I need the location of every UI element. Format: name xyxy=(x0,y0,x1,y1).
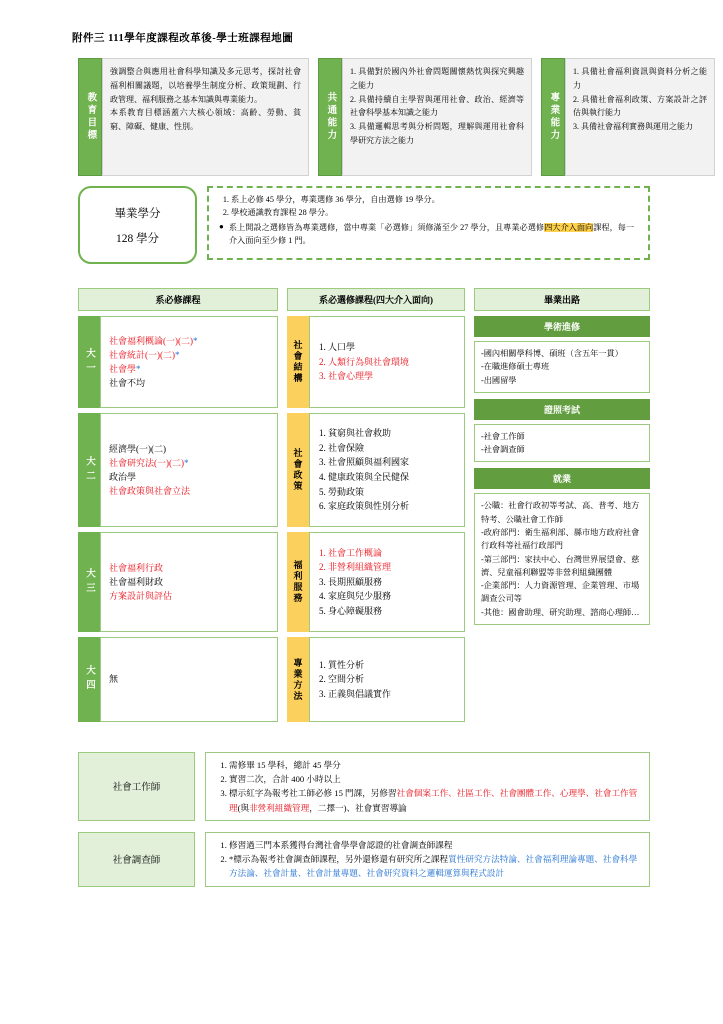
license-requirement-text: 實習二次，合計 400 小時以上 xyxy=(229,774,341,785)
graduation-credits-row xyxy=(78,186,650,266)
license-requirement-text: 社會個案工作、社區工作、社會團體工作、心理學、社會工作管理 xyxy=(229,788,638,813)
license-requirement-item xyxy=(229,758,641,772)
required-course-item xyxy=(109,376,269,390)
domain-courses-4 xyxy=(309,637,465,722)
course-label: 無 xyxy=(109,674,119,685)
elective-course-item: 6. 家庭政策與性別分析 xyxy=(319,501,410,512)
required-course-item xyxy=(109,561,269,575)
career-body-license xyxy=(474,424,650,463)
career-path-item: -國內相關學科博、碩班（含五年一貫） xyxy=(481,349,623,358)
required-course-item xyxy=(109,442,269,456)
header-elective-courses: 系必選修課程(四大介入面向) xyxy=(287,288,465,311)
year-courses-2 xyxy=(100,413,278,527)
course-label: 社會不均 xyxy=(109,378,146,389)
graduation-credit-value: 128 學分 xyxy=(115,232,160,245)
education-goal-paragraph-1: 強調整合與應用社會科學知識及多元思考，探討社會福利相關議題，以培養學生制度分析、政策規劃、行政管理、福利服務之基本知識與專業能力。 xyxy=(110,67,301,104)
course-label: 社會研究法(一)(二) xyxy=(109,457,184,468)
goals-row xyxy=(78,58,707,176)
elective-course-item: 2. 人類行為與社會環境 xyxy=(319,356,410,367)
license-requirement-text: 修習過三門本系獲得台灣社會學學會認證的社會調查師課程 xyxy=(229,840,453,850)
common-ability-item-3: 3. 具備邏輯思考與分析問題，理解與運用社會科學研究方法之能力 xyxy=(350,122,524,145)
grid-body xyxy=(78,316,650,727)
career-head-employment: 就業 xyxy=(474,468,650,489)
career-path-item: -其他：國會助理、研究助理、諮商心理師… xyxy=(481,607,640,617)
curriculum-grid xyxy=(78,288,650,727)
required-course-item xyxy=(109,484,269,498)
required-course-item xyxy=(109,470,269,484)
elective-courses-column xyxy=(287,316,465,727)
common-ability-item-2: 2. 具備持續自主學習與運用社會、政治、經濟等社會科學基本知識之能力 xyxy=(350,94,524,118)
required-course-item xyxy=(109,575,269,589)
grid-header-row xyxy=(78,288,650,311)
common-ability-body xyxy=(342,58,532,176)
elective-course-item: 2. 非營利組織管理 xyxy=(319,562,392,573)
credit-bullet-prefix: 系上開設之選修皆為專業選修，當中專業「必選修」須修滿至少 27 學分，且專業必選修 xyxy=(228,222,545,232)
license-tab-survey-researcher: 社會調查師 xyxy=(78,832,195,887)
license-requirement-text: *標示為報考社會調查師課程，另外還修還有研究所之課程 xyxy=(229,854,449,865)
license-requirement-text: ，二擇一)、社會實習導論 xyxy=(309,802,407,813)
professional-ability-item-1: 1. 具備社會福利資訊與資料分析之能力 xyxy=(573,67,707,90)
year-courses-1 xyxy=(100,316,278,408)
course-label: 方案設計與評估 xyxy=(109,591,173,602)
year-tab-2: 大二 xyxy=(78,413,100,527)
career-path-item: -政府部門：衛生福利部、縣市地方政府社會行政科等社福行政部門 xyxy=(481,527,640,551)
education-goal-paragraph-2: 本系教育目標涵蓋六大核心領域：高齡、勞動、貧窮、障礙、健康、性別。 xyxy=(110,108,301,131)
professional-ability-tab: 專業能力 xyxy=(541,58,565,176)
license-body-survey-researcher xyxy=(205,832,650,887)
career-head-license: 證照考試 xyxy=(474,399,650,420)
common-ability-item-1: 1. 具備對於國內外社會問題關懷熱忱與探究興趣之能力 xyxy=(350,67,524,90)
year-block-2 xyxy=(78,413,278,527)
elective-course-item: 3. 長期照顧服務 xyxy=(319,576,383,587)
professional-ability-item-3: 3. 具備社會福利實務與運用之能力 xyxy=(573,122,693,131)
elective-course-item: 1. 貧窮與社會救助 xyxy=(319,428,392,439)
elective-course-item: 4. 家庭與兒少服務 xyxy=(319,591,392,602)
required-course-item xyxy=(109,348,269,362)
license-requirement-item xyxy=(229,852,641,880)
domain-tab-4: 專業方法 xyxy=(287,637,309,722)
license-requirement-item xyxy=(229,786,641,814)
course-label: 經濟學(一)(二) xyxy=(109,443,166,454)
education-goal-body xyxy=(102,58,309,176)
domain-courses-3 xyxy=(309,532,465,632)
course-label: 社會政策與社會立法 xyxy=(109,486,191,497)
license-tab-social-worker: 社會工作師 xyxy=(78,752,195,821)
required-course-item xyxy=(109,672,269,686)
header-career-paths: 畢業出路 xyxy=(474,288,650,311)
license-requirement-text: 標示紅字為報考社工師必修 15 門課，另修習 xyxy=(229,788,397,799)
course-label: 社會學 xyxy=(109,364,137,374)
career-body-academic xyxy=(474,341,650,393)
elective-course-item: 2. 空間分析 xyxy=(319,674,365,685)
credit-bullet-highlight: 四大介入面向 xyxy=(544,222,594,232)
license-requirement-item xyxy=(229,772,641,786)
career-paths-column xyxy=(474,316,650,631)
professional-ability-body xyxy=(565,58,715,176)
career-path-item: -出國留學 xyxy=(481,375,517,385)
elective-course-item: 1. 人口學 xyxy=(319,342,356,353)
credit-bullet-suffix: 課程，每一介入面向至少修 1 門。 xyxy=(228,222,635,245)
domain-block-4 xyxy=(287,637,465,722)
domain-courses-2 xyxy=(309,413,465,527)
required-course-item xyxy=(109,362,269,376)
professional-ability-item-2: 2. 具備社會福利政策、方案設計之評估與執行能力 xyxy=(573,94,707,118)
elective-course-item: 3. 社會照顧與福利國家 xyxy=(319,457,410,468)
career-path-item: -社會調查師 xyxy=(481,445,525,455)
year-block-1 xyxy=(78,316,278,408)
career-path-item: -社會工作師 xyxy=(481,431,525,441)
credit-bullet-note xyxy=(217,221,640,248)
survey-license-star-icon: * xyxy=(184,457,189,468)
year-tab-3: 大三 xyxy=(78,532,100,632)
career-head-academic: 學術進修 xyxy=(474,316,650,337)
elective-course-item: 5. 勞動政策 xyxy=(319,486,365,497)
career-path-item: -公職：社會行政初等考試、高、普考、地方特考、公職社會工作師 xyxy=(481,501,640,524)
domain-block-1 xyxy=(287,316,465,408)
elective-course-item: 2. 社會保險 xyxy=(319,442,365,453)
graduation-credit-badge xyxy=(78,186,197,264)
career-path-item: -企業部門：人力資源管理、企業管理、市場調查公司等 xyxy=(481,581,640,604)
common-ability-tab: 共通能力 xyxy=(318,58,342,176)
credit-note-1: 1. 系上必修 45 學分，專業選修 36 學分，自由選修 19 學分。 xyxy=(231,193,640,206)
domain-tab-2: 社會政策 xyxy=(287,413,309,527)
license-requirement-text: 需修畢 15 學科，總計 45 學分 xyxy=(229,760,341,770)
course-label: 社會福利概論(一)(二) xyxy=(109,335,193,346)
career-path-item: -在職進修碩士專班 xyxy=(481,362,550,372)
year-tab-1: 大一 xyxy=(78,316,100,408)
bullet-dot-icon: ● xyxy=(219,221,224,231)
professional-ability-panel xyxy=(541,58,715,176)
survey-license-star-icon: * xyxy=(175,349,180,360)
credit-bullet-text xyxy=(229,221,640,248)
license-requirement-text: 非營利組織管理 xyxy=(249,802,310,813)
elective-course-item: 5. 身心障礙服務 xyxy=(319,605,383,616)
domain-tab-3: 福利服務 xyxy=(287,532,309,632)
course-label: 政治學 xyxy=(109,472,137,482)
header-required-courses: 系必修課程 xyxy=(78,288,278,311)
education-goal-tab: 教育目標 xyxy=(78,58,102,176)
elective-course-item: 1. 質性分析 xyxy=(319,659,365,670)
course-label: 社會福利財政 xyxy=(109,576,164,587)
document-title: 附件三 111學年度課程改革後-學士班課程地圖 xyxy=(72,33,294,44)
domain-tab-1: 社會結構 xyxy=(287,316,309,408)
license-requirement-item xyxy=(229,838,641,852)
year-block-4 xyxy=(78,637,278,722)
license-requirement-text: 質性研究方法特論、社會福利理論專題、社會科學方法論、社會計量、社會計量專題、社會研究資料之邏輯運算與程式設計 xyxy=(229,854,638,879)
required-course-item xyxy=(109,589,269,603)
required-course-item xyxy=(109,334,269,348)
license-panel-social-worker xyxy=(78,752,650,821)
education-goal-panel xyxy=(78,58,309,176)
common-ability-panel xyxy=(318,58,532,176)
year-courses-3 xyxy=(100,532,278,632)
survey-license-star-icon: * xyxy=(193,335,198,346)
survey-license-star-icon: * xyxy=(136,364,141,374)
course-label: 社會福利行政 xyxy=(109,562,164,573)
license-requirement-text: (與 xyxy=(237,802,250,813)
year-tab-4: 大四 xyxy=(78,637,100,722)
career-path-item: -第三部門：家扶中心、台灣世界展望會、慈濟、兒童福利聯盟等非營利組織團體 xyxy=(481,554,640,577)
elective-course-item: 4. 健康政策與全民健保 xyxy=(319,472,410,482)
required-course-item xyxy=(109,456,269,470)
domain-courses-1 xyxy=(309,316,465,408)
year-courses-4 xyxy=(100,637,278,722)
career-body-employment xyxy=(474,493,650,625)
course-label: 社會統計(一)(二) xyxy=(109,349,175,360)
year-block-3 xyxy=(78,532,278,632)
license-body-social-worker xyxy=(205,752,650,821)
domain-block-2 xyxy=(287,413,465,527)
required-courses-column xyxy=(78,316,278,727)
license-panel-survey-researcher xyxy=(78,832,650,887)
credit-note-2: 2. 學校通識教育課程 28 學分。 xyxy=(231,206,640,219)
graduation-credit-notes xyxy=(207,186,650,260)
elective-course-item: 3. 正義與倡議實作 xyxy=(319,688,392,699)
domain-block-3 xyxy=(287,532,465,632)
graduation-credit-label: 畢業學分 xyxy=(114,207,161,220)
elective-course-item: 1. 社會工作概論 xyxy=(319,547,383,558)
elective-course-item: 3. 社會心理學 xyxy=(319,371,374,382)
